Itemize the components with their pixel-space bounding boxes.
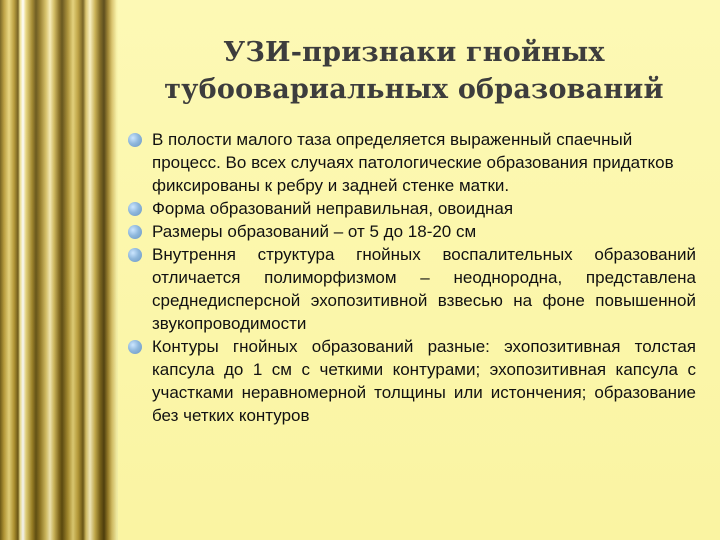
slide-title-line-2: тубоовариальных образований [164, 74, 664, 105]
bullet-list [126, 128, 696, 427]
bullet-text-5: Контуры гнойных образований разные: эхопозитивная толстая капсула до 1 см с четкими контурами; эхопозитивная капсула с участками неравномерной толщины или истончения; образование без четких контуров [152, 337, 696, 425]
bullet-dot-icon [128, 133, 142, 147]
bullet-item-5 [126, 335, 696, 427]
bullet-item-4 [126, 243, 696, 335]
bullet-dot-icon [128, 225, 142, 239]
bullet-dot-icon [128, 248, 142, 262]
bullet-text-2: Форма образований неправильная, овоидная [152, 199, 514, 218]
bullet-dot-icon [128, 340, 142, 354]
slide-content [126, 128, 696, 427]
bullet-item-2 [126, 197, 696, 220]
bullet-text-4: Внутрення структура гнойных воспалительных образований отличается полиморфизмом – неоднородна, представлена среднедисперсной эхопозитивной взвесью на фоне повышенной звукопроводимости [152, 245, 696, 333]
slide-title [148, 34, 680, 108]
bullet-text-3: Размеры образований – от 5 до 18-20 см [152, 222, 477, 241]
bullet-item-1 [126, 128, 696, 197]
slide-title-line-1: УЗИ-признаки гнойных [223, 37, 605, 68]
bullet-item-3 [126, 220, 696, 243]
bullet-dot-icon [128, 202, 142, 216]
bullet-text-1: В полости малого таза определяется выраженный спаечный процесс. Во всех случаях патологические образования придатков фиксированы к ребру и задней стенке матки. [152, 130, 674, 195]
decorative-gold-bars [0, 0, 118, 540]
